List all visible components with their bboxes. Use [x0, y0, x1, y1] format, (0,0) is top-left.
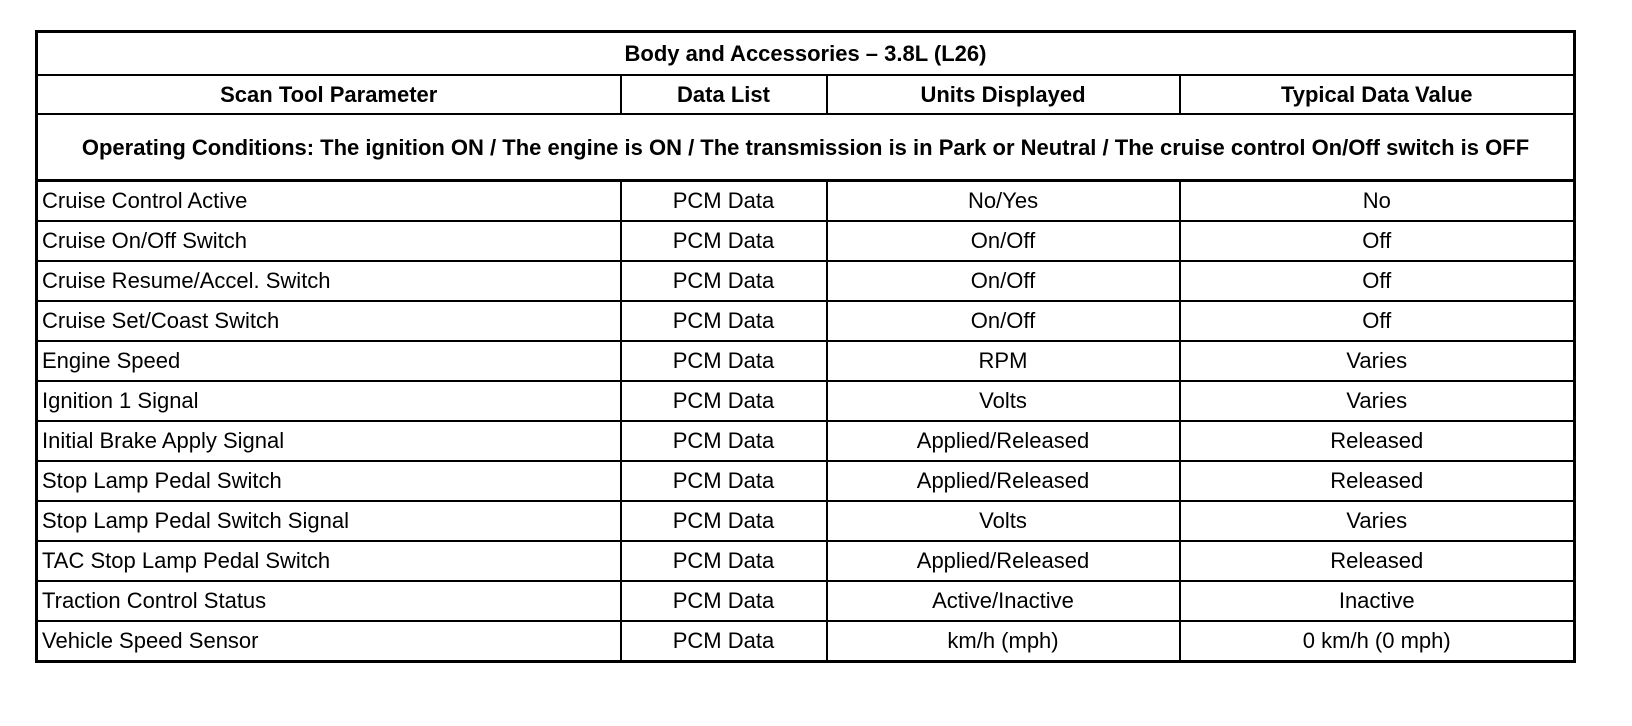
- header-scan-tool-parameter: Scan Tool Parameter: [37, 75, 621, 114]
- typical-value-cell: No: [1180, 181, 1575, 222]
- data-list-cell: PCM Data: [621, 261, 827, 301]
- units-cell: Applied/Released: [827, 421, 1180, 461]
- parameter-cell: Ignition 1 Signal: [37, 381, 621, 421]
- data-list-cell: PCM Data: [621, 621, 827, 662]
- typical-value-cell: Released: [1180, 541, 1575, 581]
- parameter-cell: Cruise Control Active: [37, 181, 621, 222]
- typical-value-cell: Off: [1180, 301, 1575, 341]
- units-cell: On/Off: [827, 261, 1180, 301]
- parameter-cell: Vehicle Speed Sensor: [37, 621, 621, 662]
- units-cell: Volts: [827, 381, 1180, 421]
- units-cell: Active/Inactive: [827, 581, 1180, 621]
- data-list-cell: PCM Data: [621, 221, 827, 261]
- typical-value-cell: Varies: [1180, 341, 1575, 381]
- table-row: [37, 421, 1575, 461]
- typical-value-cell: Released: [1180, 461, 1575, 501]
- scan-tool-data-table: [35, 30, 1576, 663]
- parameter-cell: Engine Speed: [37, 341, 621, 381]
- table-row: [37, 341, 1575, 381]
- table-row: [37, 261, 1575, 301]
- header-data-list: Data List: [621, 75, 827, 114]
- units-cell: Applied/Released: [827, 461, 1180, 501]
- operating-conditions: Operating Conditions: The ignition ON / The engine is ON / The transmission is in Park or Neutral / The cruise control On/Off switch is OFF: [37, 114, 1575, 181]
- table-row: [37, 541, 1575, 581]
- parameter-cell: Stop Lamp Pedal Switch: [37, 461, 621, 501]
- parameter-cell: Initial Brake Apply Signal: [37, 421, 621, 461]
- parameter-cell: Traction Control Status: [37, 581, 621, 621]
- operating-conditions-row: [37, 114, 1575, 181]
- table-title: Body and Accessories – 3.8L (L26): [37, 32, 1575, 76]
- table-row: [37, 221, 1575, 261]
- units-cell: On/Off: [827, 301, 1180, 341]
- parameter-cell: Stop Lamp Pedal Switch Signal: [37, 501, 621, 541]
- parameter-cell: TAC Stop Lamp Pedal Switch: [37, 541, 621, 581]
- units-cell: On/Off: [827, 221, 1180, 261]
- typical-value-cell: Off: [1180, 221, 1575, 261]
- typical-value-cell: Inactive: [1180, 581, 1575, 621]
- typical-value-cell: Varies: [1180, 501, 1575, 541]
- data-list-cell: PCM Data: [621, 581, 827, 621]
- data-list-cell: PCM Data: [621, 381, 827, 421]
- units-cell: Volts: [827, 501, 1180, 541]
- table-row: [37, 181, 1575, 222]
- header-units-displayed: Units Displayed: [827, 75, 1180, 114]
- parameter-cell: Cruise Set/Coast Switch: [37, 301, 621, 341]
- units-cell: No/Yes: [827, 181, 1180, 222]
- table-header-row: [37, 75, 1575, 114]
- units-cell: RPM: [827, 341, 1180, 381]
- data-list-cell: PCM Data: [621, 541, 827, 581]
- data-list-cell: PCM Data: [621, 501, 827, 541]
- table-row: [37, 501, 1575, 541]
- table-row: [37, 581, 1575, 621]
- table-row: [37, 381, 1575, 421]
- table-row: [37, 621, 1575, 662]
- parameter-cell: Cruise On/Off Switch: [37, 221, 621, 261]
- typical-value-cell: Released: [1180, 421, 1575, 461]
- parameter-cell: Cruise Resume/Accel. Switch: [37, 261, 621, 301]
- data-list-cell: PCM Data: [621, 181, 827, 222]
- header-typical-data-value: Typical Data Value: [1180, 75, 1575, 114]
- typical-value-cell: Varies: [1180, 381, 1575, 421]
- typical-value-cell: Off: [1180, 261, 1575, 301]
- table-row: [37, 461, 1575, 501]
- table-title-row: [37, 32, 1575, 76]
- table-row: [37, 301, 1575, 341]
- units-cell: km/h (mph): [827, 621, 1180, 662]
- data-list-cell: PCM Data: [621, 421, 827, 461]
- data-list-cell: PCM Data: [621, 461, 827, 501]
- units-cell: Applied/Released: [827, 541, 1180, 581]
- typical-value-cell: 0 km/h (0 mph): [1180, 621, 1575, 662]
- data-list-cell: PCM Data: [621, 341, 827, 381]
- data-list-cell: PCM Data: [621, 301, 827, 341]
